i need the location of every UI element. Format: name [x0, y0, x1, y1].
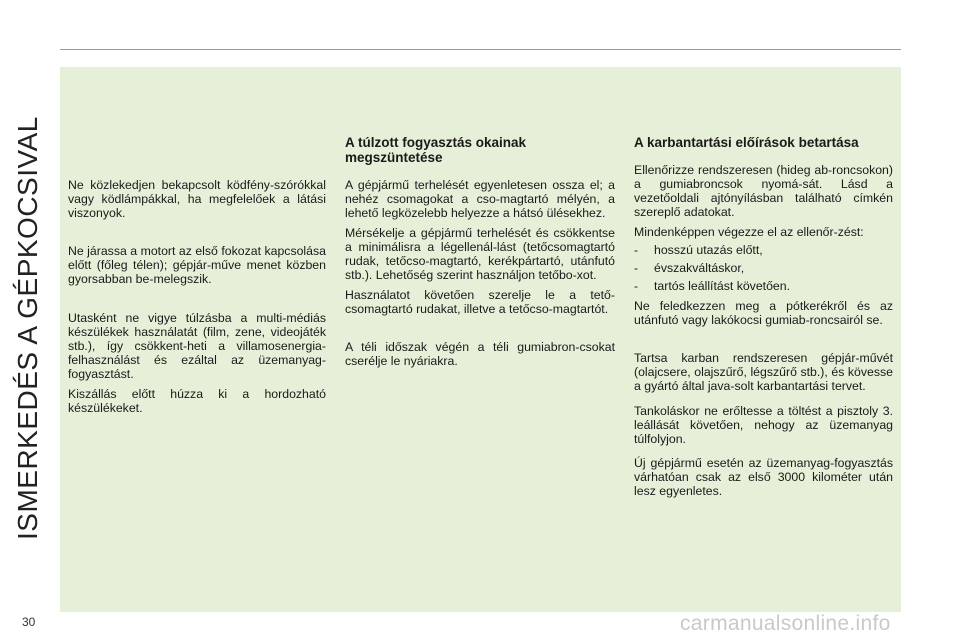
paragraph-roof-rack-removal: Használatot követően szerelje le a tető-csomagtartó rudakat, illetve a tetőcso-magtartót. — [345, 288, 615, 316]
paragraph-winter-tyres: A téli időszak végén a téli gumiabron-csokat cserélje le nyáriakra. — [345, 340, 615, 368]
content-panel — [60, 67, 901, 612]
page-number: 30 — [22, 615, 36, 629]
paragraph-air-resistance: Mérsékelje a gépjármű terhelését és csökkentse a minimálisra a légellenál-lást (tetőcsomagtartó rudak, tetőcso-magtartó, kerékpártartó, utánfutó stb.). Lehetőség szerint használjon tetőbo-xot. — [345, 226, 615, 282]
chapter-title: ISMERKEDÉS A GÉPKOCSIVAL — [12, 116, 43, 540]
paragraph-engine-warmup: Ne járassa a motort az első fokozat kapcsolása előtt (főleg télen); gépjár-műve menet közben gyorsabban be-melegszik. — [68, 244, 326, 286]
watermark: carmanualsonline.info — [680, 612, 891, 635]
heading-maintenance: A karbantartási előírások betartása — [634, 135, 859, 150]
middle-column — [345, 67, 615, 368]
paragraph-load-distribution: A gépjármű terhelését egyenletesen ossza el; a nehéz csomagokat a cso-magtartó mélyén, a lehető legközelebb helyezze a hátsó ülésekhez. — [345, 178, 615, 220]
paragraph-tyre-pressure: Ellenőrizze rendszeresen (hideg ab-roncsokon) a gumiabroncsok nyomá-sát. Lásd a vezetőoldali ajtónyílásban található címkén szereplő adatokat. — [634, 163, 893, 219]
check-list — [634, 243, 893, 293]
paragraph-unplug-devices: Kiszállás előtt húzza ki a hordozható készülékeket. — [68, 387, 326, 415]
list-item: - tartós leállítást követően. — [634, 279, 893, 293]
paragraph-multimedia: Utasként ne vigye túlzásba a multi-médiás készülékek használatát (film, zene, videojáték stb.), így csökkent-heti a villamosenergia-felhasználást és ezáltal az üzemanyag-fogyasztást. — [68, 311, 326, 381]
list-item: - hosszú utazás előtt, — [634, 243, 893, 257]
paragraph-spare-tyre: Ne feledkezzen meg a pótkerékről és az utánfutó vagy lakókocsi gumiab-roncsairól se. — [634, 299, 893, 327]
paragraph-new-vehicle: Új gépjármű esetén az üzemanyag-fogyasztás várhatóan csak az első 3000 kilométer után lesz egyenletes. — [634, 456, 893, 498]
heading-excess-consumption: A túlzott fogyasztás okainak megszüntetése — [345, 135, 527, 165]
top-divider — [60, 49, 901, 50]
right-column — [634, 67, 893, 498]
left-column — [68, 67, 326, 415]
paragraph-fog-lights: Ne közlekedjen bekapcsolt ködfény-szórókkal vagy ködlámpákkal, ha megfelelőek a látási viszonyok. — [68, 178, 326, 220]
paragraph-refuelling: Tankoláskor ne erőltesse a töltést a pisztoly 3. leállását követően, nehogy az üzemanyag túlfolyjon. — [634, 404, 893, 446]
paragraph-service-plan: Tartsa karban rendszeresen gépjár-művét (olajcsere, olajszűrő, légszűrő stb.), és kövesse a gyártó által java-solt karbantartási tervet. — [634, 351, 893, 393]
paragraph-check-when: Mindenképpen végezze el az ellenőr-zést: — [634, 225, 864, 239]
list-item: - évszakváltáskor, — [634, 261, 893, 275]
